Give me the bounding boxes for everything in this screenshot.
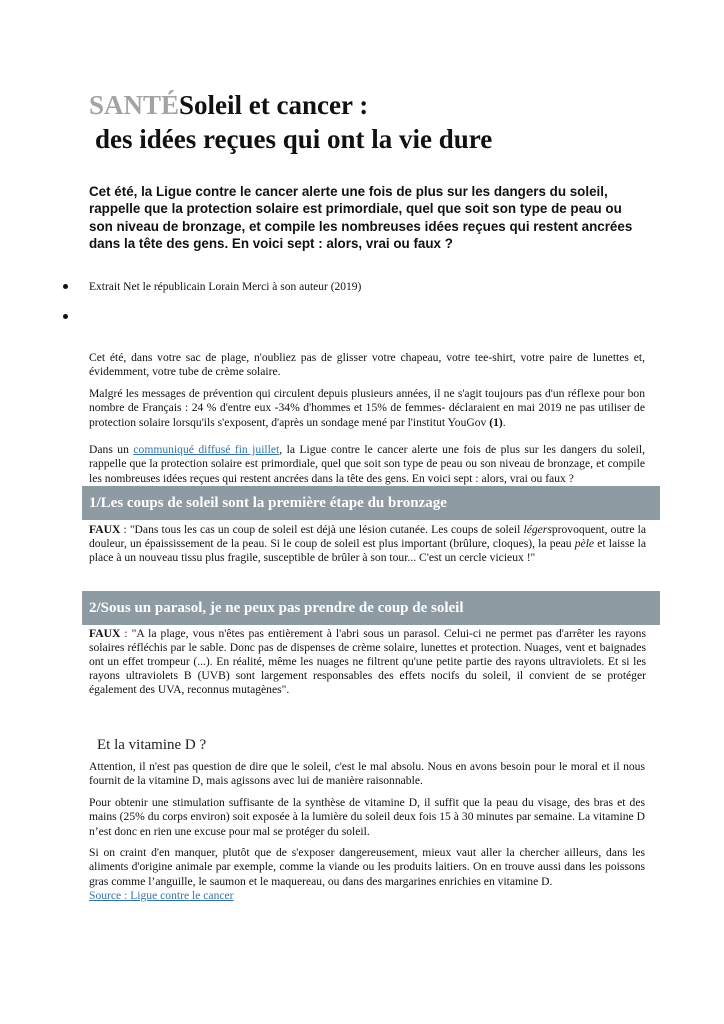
category-tag: SANTÉ [89,90,180,120]
title-line-2: des idées reçues qui ont la vie dure [95,124,493,154]
vitamin-paragraph: Attention, il n'est pas question de dire que le soleil, c'est le mal absolu. Nous en avons besoin pour le moral et il nous fournit de la vitamine D, mais agissons avec lui de manière raisonnable. [89,760,645,788]
list-item [62,280,662,310]
intro-paragraph: Dans un communiqué diffusé fin juillet, la Ligue contre le cancer alerte une fois de plus sur les dangers du soleil, rappelle que la protection solaire est primordiale, quel que soit son type de peau ou son niveau de bronzage, et compile les nombreuses idées reçues qui restent ancrées dans la tête des gens. En voici sept : alors, vrai ou faux ? [89,443,646,485]
section-heading: 1/Les coups de soleil sont la première étape du bronzage [82,486,660,520]
source-link[interactable]: Source : Ligue contre le cancer [89,889,234,903]
intro-text [89,351,645,493]
communique-link[interactable]: communiqué diffusé fin juillet [133,443,280,457]
vitamin-paragraph: Pour obtenir une stimulation suffisante de la synthèse de vitamine D, il suffit que la peau du visage, des bras et des mains (25% du corps environ) soit exposée à la lumière du soleil deux fois 15 à 30 minutes par semaine. La vitamine D n’est donc en rien une excuse pour mal se protéger du soleil. [89,795,645,838]
bullet-text: Extrait Net le républicain Lorain Merci à son auteur (2019) [89,281,362,293]
reference-number: (1) [489,415,503,429]
section-heading: 2/Sous un parasol, je ne peux pas prendre de coup de soleil [82,591,660,625]
verdict-label: FAUX [89,523,121,536]
article-title [89,88,689,156]
title-line-1: Soleil et cancer : [179,90,369,120]
article-lead: Cet été, la Ligue contre le cancer alerte une fois de plus sur les dangers du soleil, rappelle que la protection solaire est primordiale, quel que soit son type de peau ou son niveau de bronzage, et compile les nombreuses idées reçues qui restent ancrées dans la tête des gens. En voici sept : alors, vrai ou faux ? [89,184,633,252]
section-text: FAUX : "A la plage, vous n'êtes pas entièrement à l'abri sous un parasol. Celui-ci ne permet pas d'arrêter les rayons solaires réfléchis par le sable. Donc pas de dispenses de crème solaire, lunettes et protection. Nuages, vent et baignades ont un effet trompeur (...). En réalité, même les nuages ne filtrent qu'une petite partie des rayons ultraviolets. Et si les rayons ultraviolets B (UVB) sont largement responsables des effets nocifs du soleil, il convient de se protéger également des UVA, reconnus mutagènes". [89,627,646,696]
vitamin-text [89,760,645,904]
vitamin-paragraph: Si on craint d'en manquer, plutôt que de s'exposer dangereusement, mieux vaut aller la chercher ailleurs, dans les aliments d'origine animale par exemple, comme la viande ou les produits laitiers. On en trouve aussi dans les poissons gras comme l’anguille, le saumon et le maquereau, ou dans des margarines enrichies en vitamine D. [89,846,645,888]
list-item [62,310,662,340]
bullet-icon [63,284,68,289]
section-text: FAUX : "Dans tous les cas un coup de soleil est déjà une lésion cutanée. Les coups de soleil légersprovoquent, outre la douleur, un épaississement de la peau. Si le coup de soleil est plus important (brûlure, cloques), la peau pèle et laisse la place à un nouveau tissu plus fragile, susceptible de brûler à son tour... C'est un cercle vicieux !" [89,523,647,564]
intro-paragraph: Cet été, dans votre sac de plage, n'oubliez pas de glisser votre chapeau, votre tee-shirt, votre paire de lunettes et, évidemment, votre tube de crème solaire. [89,351,645,379]
intro-paragraph: Malgré les messages de prévention qui circulent depuis plusieurs années, il ne s'agit toujours pas d'un réflexe pour bon nombre de Français : 24 % d'entre eux -34% d'hommes et 15% de femmes- déclaraient en mai 2019 ne pas utiliser de protection solaire lorsqu'ils s'exposent, d'après un sondage mené par l'institut YouGov (1). [89,386,645,429]
verdict-label: FAUX [89,627,121,640]
bullet-list [62,280,662,340]
vitamin-heading: Et la vitamine D ? [97,737,207,753]
bullet-icon [63,314,68,319]
